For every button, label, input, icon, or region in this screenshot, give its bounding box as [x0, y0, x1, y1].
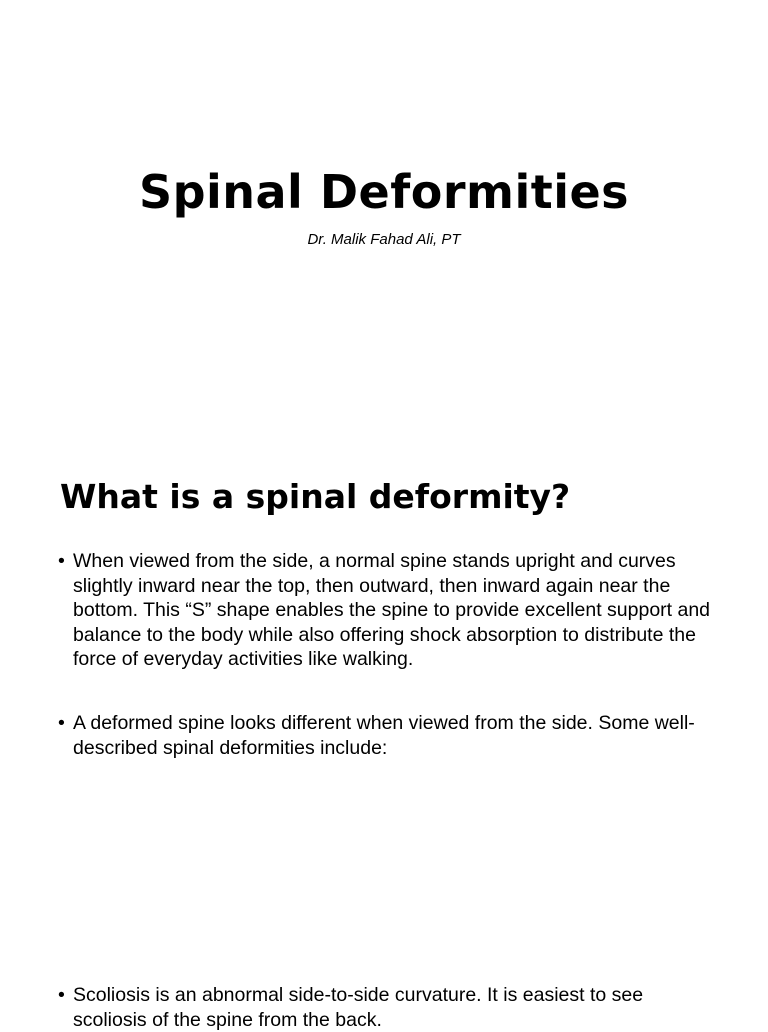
presentation-title: Spinal Deformities [138, 165, 630, 219]
bullet-item: • When viewed from the side, a normal spine stands upright and curves slightly inward near the top, then outward, then inward again near the bottom. This “S” shape enables the spine to provide excellent support and balance to the body while also offering shock absorption to distribute the force of everyday activities like walking. [58, 549, 718, 672]
author-subtitle: Dr. Malik Fahad Ali, PT [307, 231, 461, 248]
bullet-item: • Scoliosis is an abnormal side-to-side curvature. It is easiest to see scoliosis of the spine from the back. [58, 983, 718, 1032]
bullet-item: • A deformed spine looks different when viewed from the side. Some well-described spinal deformities include: [58, 711, 718, 760]
slide-heading: What is a spinal deformity? [60, 477, 571, 516]
content-slide [0, 384, 768, 1031]
title-slide [0, 0, 768, 384]
